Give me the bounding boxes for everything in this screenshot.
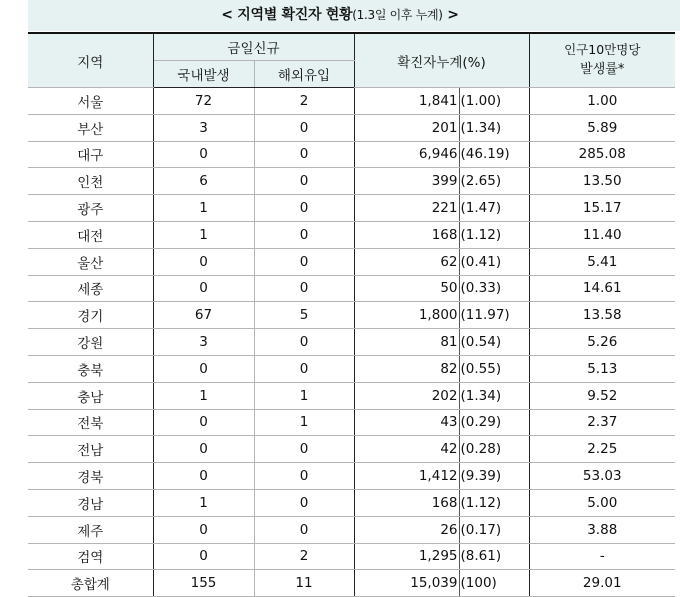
title-main: < 지역별 확진자 현황 (221, 7, 353, 23)
cell-overseas: 0 (254, 489, 354, 516)
cell-domestic: 1 (153, 489, 254, 516)
cell-region: 충남 (28, 382, 153, 409)
cell-cumulative: 6,946 (354, 141, 459, 168)
cell-cumulative: 168 (354, 489, 459, 516)
table-row (28, 463, 675, 490)
cell-domestic: 3 (153, 329, 254, 356)
table-body (28, 88, 675, 597)
cell-region: 대구 (28, 141, 153, 168)
cell-cumulative: 62 (354, 248, 459, 275)
cell-region: 세종 (28, 275, 153, 302)
cell-percent: (0.55) (459, 355, 529, 382)
cell-rate: 2.25 (529, 436, 675, 463)
table-row (28, 168, 675, 195)
table-row (28, 248, 675, 275)
cell-region: 제주 (28, 516, 153, 543)
cell-domestic: 155 (153, 570, 254, 597)
cell-region: 서울 (28, 88, 153, 115)
cell-rate: 15.17 (529, 195, 675, 222)
cell-domestic: 0 (153, 516, 254, 543)
cell-rate: 5.41 (529, 248, 675, 275)
cell-overseas: 0 (254, 141, 354, 168)
header-cumulative: 확진자누계(%) (354, 33, 529, 88)
cell-region: 인천 (28, 168, 153, 195)
cell-overseas: 0 (254, 275, 354, 302)
cell-cumulative: 1,800 (354, 302, 459, 329)
cell-cumulative: 1,295 (354, 543, 459, 570)
title-sub: (1.3일 이후 누계) (352, 8, 443, 22)
cell-overseas: 0 (254, 436, 354, 463)
cell-region: 경북 (28, 463, 153, 490)
cell-region: 경기 (28, 302, 153, 329)
table-row (28, 302, 675, 329)
header-overseas: 해외유입 (254, 61, 354, 88)
regional-cases-table (28, 32, 675, 597)
cell-cumulative: 26 (354, 516, 459, 543)
cell-domestic: 67 (153, 302, 254, 329)
cell-domestic: 0 (153, 275, 254, 302)
header-region: 지역 (28, 33, 153, 88)
cell-domestic: 0 (153, 248, 254, 275)
cell-domestic: 0 (153, 463, 254, 490)
cell-overseas: 11 (254, 570, 354, 597)
header-rate-line1: 인구10만명당 (564, 41, 641, 57)
cell-cumulative: 202 (354, 382, 459, 409)
cell-region: 울산 (28, 248, 153, 275)
cell-percent: (0.28) (459, 436, 529, 463)
cell-overseas: 0 (254, 221, 354, 248)
table-row (28, 141, 675, 168)
cell-rate: 11.40 (529, 221, 675, 248)
cell-percent: (1.34) (459, 114, 529, 141)
cell-percent: (1.47) (459, 195, 529, 222)
cell-domestic: 0 (153, 141, 254, 168)
cell-percent: (0.41) (459, 248, 529, 275)
table-row (28, 114, 675, 141)
cell-cumulative: 42 (354, 436, 459, 463)
cell-percent: (46.19) (459, 141, 529, 168)
cell-rate: 9.52 (529, 382, 675, 409)
cell-rate: 5.13 (529, 355, 675, 382)
header-rate-line2: 발생률* (580, 61, 625, 77)
cell-percent: (11.97) (459, 302, 529, 329)
cell-cumulative: 15,039 (354, 570, 459, 597)
cell-cumulative: 43 (354, 409, 459, 436)
cell-rate: 53.03 (529, 463, 675, 490)
cell-overseas: 0 (254, 168, 354, 195)
table-row (28, 489, 675, 516)
cell-region: 경남 (28, 489, 153, 516)
cell-domestic: 1 (153, 221, 254, 248)
cell-rate: 5.26 (529, 329, 675, 356)
cell-region: 광주 (28, 195, 153, 222)
cell-cumulative: 221 (354, 195, 459, 222)
cell-cumulative: 168 (354, 221, 459, 248)
cell-overseas: 2 (254, 88, 354, 115)
cell-domestic: 6 (153, 168, 254, 195)
cell-cumulative: 1,412 (354, 463, 459, 490)
table-row (28, 275, 675, 302)
cell-region: 대전 (28, 221, 153, 248)
cell-percent: (1.34) (459, 382, 529, 409)
cell-overseas: 2 (254, 543, 354, 570)
cell-rate: 285.08 (529, 141, 675, 168)
cell-percent: (100) (459, 570, 529, 597)
cell-rate: - (529, 543, 675, 570)
cell-overseas: 0 (254, 516, 354, 543)
cell-cumulative: 50 (354, 275, 459, 302)
cell-region: 충북 (28, 355, 153, 382)
cell-domestic: 0 (153, 436, 254, 463)
cell-cumulative: 82 (354, 355, 459, 382)
cell-domestic: 0 (153, 543, 254, 570)
cell-domestic: 3 (153, 114, 254, 141)
header-today-new: 금일신규 (153, 33, 354, 61)
cell-percent: (0.33) (459, 275, 529, 302)
cell-cumulative: 201 (354, 114, 459, 141)
header-rate (529, 33, 675, 88)
cell-domestic: 0 (153, 355, 254, 382)
table-row (28, 436, 675, 463)
table-row (28, 329, 675, 356)
table-row (28, 355, 675, 382)
cell-overseas: 5 (254, 302, 354, 329)
cell-rate: 29.01 (529, 570, 675, 597)
table-row (28, 543, 675, 570)
cell-overseas: 1 (254, 409, 354, 436)
cell-region: 검역 (28, 543, 153, 570)
cell-domestic: 0 (153, 409, 254, 436)
cell-percent: (2.65) (459, 168, 529, 195)
cell-rate: 13.58 (529, 302, 675, 329)
cell-overseas: 0 (254, 114, 354, 141)
cell-overseas: 0 (254, 248, 354, 275)
cell-domestic: 72 (153, 88, 254, 115)
cell-percent: (8.61) (459, 543, 529, 570)
cell-rate: 5.89 (529, 114, 675, 141)
table-row (28, 221, 675, 248)
cell-rate: 5.00 (529, 489, 675, 516)
cell-domestic: 1 (153, 195, 254, 222)
cell-region: 총합계 (28, 570, 153, 597)
cell-cumulative: 1,841 (354, 88, 459, 115)
cell-percent: (1.00) (459, 88, 529, 115)
cell-overseas: 0 (254, 329, 354, 356)
table-row (28, 382, 675, 409)
cell-region: 전북 (28, 409, 153, 436)
table-row (28, 516, 675, 543)
cell-percent: (9.39) (459, 463, 529, 490)
table-row (28, 88, 675, 115)
table-row (28, 195, 675, 222)
table-row (28, 409, 675, 436)
cell-domestic: 1 (153, 382, 254, 409)
cell-rate: 2.37 (529, 409, 675, 436)
cell-overseas: 0 (254, 463, 354, 490)
cell-region: 강원 (28, 329, 153, 356)
cell-percent: (0.17) (459, 516, 529, 543)
cell-overseas: 0 (254, 195, 354, 222)
cell-overseas: 1 (254, 382, 354, 409)
cell-percent: (1.12) (459, 221, 529, 248)
cell-region: 부산 (28, 114, 153, 141)
cell-overseas: 0 (254, 355, 354, 382)
cell-rate: 3.88 (529, 516, 675, 543)
cell-cumulative: 81 (354, 329, 459, 356)
header-domestic: 국내발생 (153, 61, 254, 88)
title-end: > (442, 7, 459, 23)
cell-rate: 1.00 (529, 88, 675, 115)
cell-region: 전남 (28, 436, 153, 463)
cell-percent: (0.29) (459, 409, 529, 436)
cell-cumulative: 399 (354, 168, 459, 195)
cell-percent: (0.54) (459, 329, 529, 356)
cell-rate: 13.50 (529, 168, 675, 195)
cell-rate: 14.61 (529, 275, 675, 302)
table-row (28, 570, 675, 597)
cell-percent: (1.12) (459, 489, 529, 516)
table-title (0, 4, 680, 24)
